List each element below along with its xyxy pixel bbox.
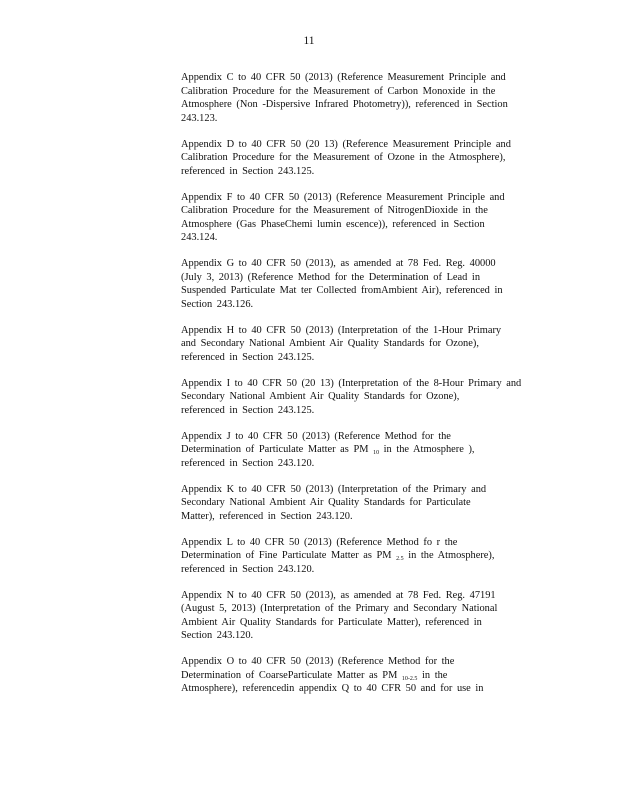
reference-entry-appendix-k: [181, 483, 536, 524]
reference-entry-appendix-o: [181, 655, 536, 696]
page-number: 11: [303, 35, 315, 47]
entry-line: referenced in Section 243.120.: [181, 563, 315, 575]
entry-line: Section 243.126.: [181, 298, 254, 310]
entry-line: Appendix D to 40 CFR 50 (20 13) (Reference Measurement Principle and: [181, 138, 511, 150]
entry-line: Matter), referenced in Section 243.120.: [181, 510, 353, 522]
pm-subscript: 10: [373, 450, 380, 457]
entry-line: (July 3, 2013) (Reference Method for the Determination of Lead in: [181, 271, 481, 283]
entry-line-after-subscript: in the Atmosphere),: [403, 550, 495, 562]
reference-entry-appendix-c: [181, 71, 536, 125]
entry-line: Section 243.120.: [181, 630, 254, 642]
reference-entry-appendix-j: [181, 430, 536, 471]
entry-line: and Secondary National Ambient Air Quality Standards for Ozone),: [181, 338, 479, 350]
entry-line: Atmosphere (Non -Dispersive Infrared Photometry)), referenced in Section: [181, 99, 508, 111]
pm-subscript: 2.5: [396, 556, 404, 563]
entry-line-before-subscript: Determination of Particulate Matter as PM: [181, 444, 374, 456]
entry-line-before-subscript: Determination of Fine Particulate Matter as PM: [181, 550, 397, 562]
entry-line: 243.123.: [181, 112, 218, 124]
reference-entry-appendix-n: [181, 589, 536, 643]
entry-line: Appendix F to 40 CFR 50 (2013) (Reference Measurement Principle and: [181, 191, 505, 203]
reference-entry-appendix-g: [181, 257, 536, 311]
entry-line: Suspended Particulate Mat ter Collected fromAmbient Air), referenced in: [181, 285, 503, 297]
entry-line: Atmosphere), referencedin appendix Q to 40 CFR 50 and for use in: [181, 683, 484, 695]
entry-line: Appendix C to 40 CFR 50 (2013) (Reference Measurement Principle and: [181, 72, 506, 83]
reference-entry-appendix-f: [181, 191, 536, 245]
entry-line: 243.124.: [181, 232, 218, 244]
entry-line: (August 5, 2013) (Interpretation of the Primary and Secondary National: [181, 603, 498, 615]
reference-entry-appendix-h: [181, 324, 536, 365]
entry-line: Calibration Procedure for the Measurement of Ozone in the Atmosphere),: [181, 152, 506, 164]
entry-line: referenced in Section 243.120.: [181, 457, 315, 469]
entry-line: Appendix I to 40 CFR 50 (20 13) (Interpretation of the 8-Hour Primary and: [181, 377, 522, 389]
entry-line: Appendix O to 40 CFR 50 (2013) (Reference Method for the: [181, 656, 455, 668]
entry-line-after-subscript: in the Atmosphere ),: [379, 444, 475, 456]
reference-entry-appendix-i: [181, 377, 536, 418]
entry-line: Appendix L to 40 CFR 50 (2013) (Reference Method fo r the: [181, 536, 458, 548]
entry-line: Atmosphere (Gas PhaseChemi lumin escence)), referenced in Section: [181, 218, 485, 230]
entry-line-before-subscript: Determination of CoarseParticulate Matter as PM: [181, 669, 402, 681]
entry-line: Calibration Procedure for the Measurement of NitrogenDioxide in the: [181, 205, 488, 217]
entry-line: referenced in Section 243.125.: [181, 404, 315, 416]
entry-line: referenced in Section 243.125.: [181, 351, 315, 363]
reference-entry-appendix-l: [181, 536, 536, 577]
entry-line: Appendix J to 40 CFR 50 (2013) (Reference Method for the: [181, 430, 451, 442]
entry-line: Ambient Air Quality Standards for Particulate Matter), referenced in: [181, 616, 482, 628]
entry-line: Appendix G to 40 CFR 50 (2013), as amended at 78 Fed. Reg. 40000: [181, 258, 496, 270]
entry-line: Appendix H to 40 CFR 50 (2013) (Interpretation of the 1-Hour Primary: [181, 324, 502, 336]
entry-line: Secondary National Ambient Air Quality Standards for Ozone),: [181, 391, 460, 403]
entry-line: Calibration Procedure for the Measurement of Carbon Monoxide in the: [181, 85, 496, 97]
entry-line: referenced in Section 243.125.: [181, 165, 315, 177]
pm-subscript: 10-2.5: [401, 675, 418, 682]
entry-line: Appendix K to 40 CFR 50 (2013) (Interpretation of the Primary and: [181, 483, 487, 495]
reference-list: [181, 71, 536, 708]
reference-entry-appendix-d: [181, 138, 536, 179]
entry-line: Secondary National Ambient Air Quality Standards for Particulate: [181, 497, 471, 509]
entry-line: Appendix N to 40 CFR 50 (2013), as amended at 78 Fed. Reg. 47191: [181, 589, 496, 601]
entry-line-after-subscript: in the: [417, 669, 448, 681]
